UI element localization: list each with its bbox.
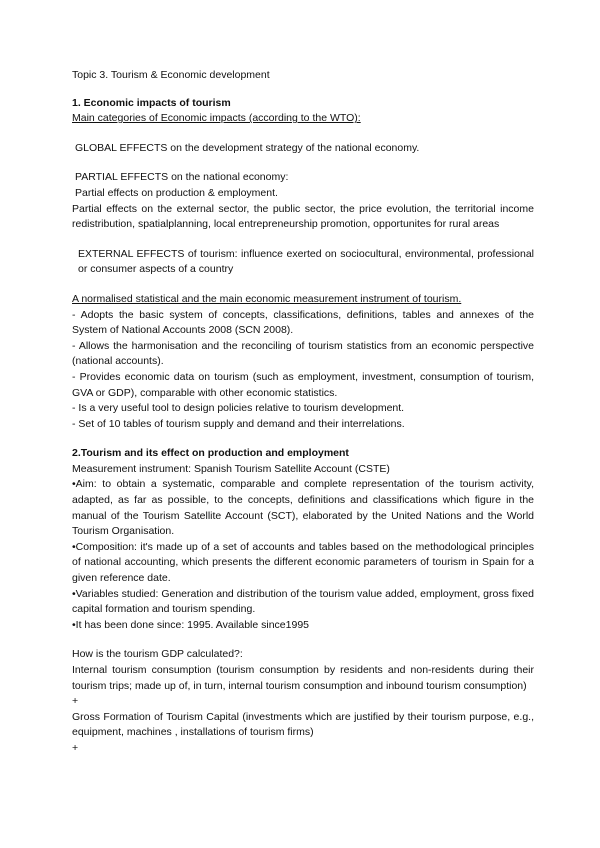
section-2-variables: •Variables studied: Generation and distribution of the tourism value added, employment, gross fixed capital formation and tourism spending.: [72, 587, 534, 616]
instrument-bullet: - Set of 10 tables of tourism supply and demand and their interrelations.: [72, 417, 405, 430]
document-page: [72, 68, 534, 757]
section-2-composition: •Composition: it's made up of a set of accounts and tables based on the methodological principles of national accounting, which presents the different economic parameters of tourism in Spain for a given reference date.: [72, 540, 534, 585]
partial-effects-1: Partial effects on production & employment.: [75, 186, 278, 199]
gdp-plus-sign: +: [72, 695, 79, 708]
gdp-question: How is the tourism GDP calculated?:: [72, 648, 243, 661]
section-2-done: •It has been done since: 1995. Available since1995: [72, 618, 309, 631]
global-effects: GLOBAL EFFECTS on the development strategy of the national economy.: [75, 141, 420, 154]
section-1-heading: 1. Economic impacts of tourism: [72, 96, 231, 109]
section-2-heading: 2.Tourism and its effect on production and employment: [72, 447, 349, 460]
instrument-bullet: - Provides economic data on tourism (such as employment, investment, consumption of tourism, GVA or GDP), comparable with other economic statistics.: [72, 370, 534, 399]
gdp-internal-consumption: Internal tourism consumption (tourism consumption by residents and non-residents during their tourism trips; made up of, in turn, internal tourism consumption and inbound tourism consumption): [72, 664, 534, 692]
instrument-bullet: - Adopts the basic system of concepts, classifications, definitions, tables and annexes of the System of National Accounts 2008 (SCN 2008).: [72, 308, 534, 337]
section-1-subheading: Main categories of Economic impacts (according to the WTO):: [72, 112, 361, 125]
topic-title: Topic 3. Tourism & Economic development: [72, 69, 270, 81]
section-2-instrument: Measurement instrument: Spanish Tourism Satellite Account (CSTE): [72, 462, 390, 475]
partial-effects-2: Partial effects on the external sector, the public sector, the price evolution, the territorial income redistribution, spatialplanning, local entrepreneurship promotion, opportunites for rural areas: [72, 202, 534, 231]
gdp-gross-formation: Gross Formation of Tourism Capital (investments which are justified by their tourism purpose, e.g., equipment, machines , installations of tourism firms): [72, 710, 534, 739]
gdp-plus-sign: +: [72, 741, 79, 754]
instrument-bullet: - Allows the harmonisation and the reconciling of tourism statistics from an economic perspective (national accounts).: [72, 339, 534, 368]
partial-effects-title: PARTIAL EFFECTS on the national economy:: [75, 171, 289, 184]
instrument-bullet: - Is a very useful tool to design policies relative to tourism development.: [72, 402, 405, 415]
external-effects: EXTERNAL EFFECTS of tourism: influence exerted on sociocultural, environmental, professional or consumer aspects of a country: [78, 247, 534, 276]
section-2-aim: •Aim: to obtain a systematic, comparable and complete representation of the tourism activity, adapted, as far as possible, to the concepts, definitions and classifications which figure in the manual of the Tourism Satellite Account (SCT), elaborated by the United Nations and the World Tourism Organisation.: [72, 478, 534, 538]
instrument-title: A normalised statistical and the main economic measurement instrument of tourism.: [72, 292, 462, 305]
